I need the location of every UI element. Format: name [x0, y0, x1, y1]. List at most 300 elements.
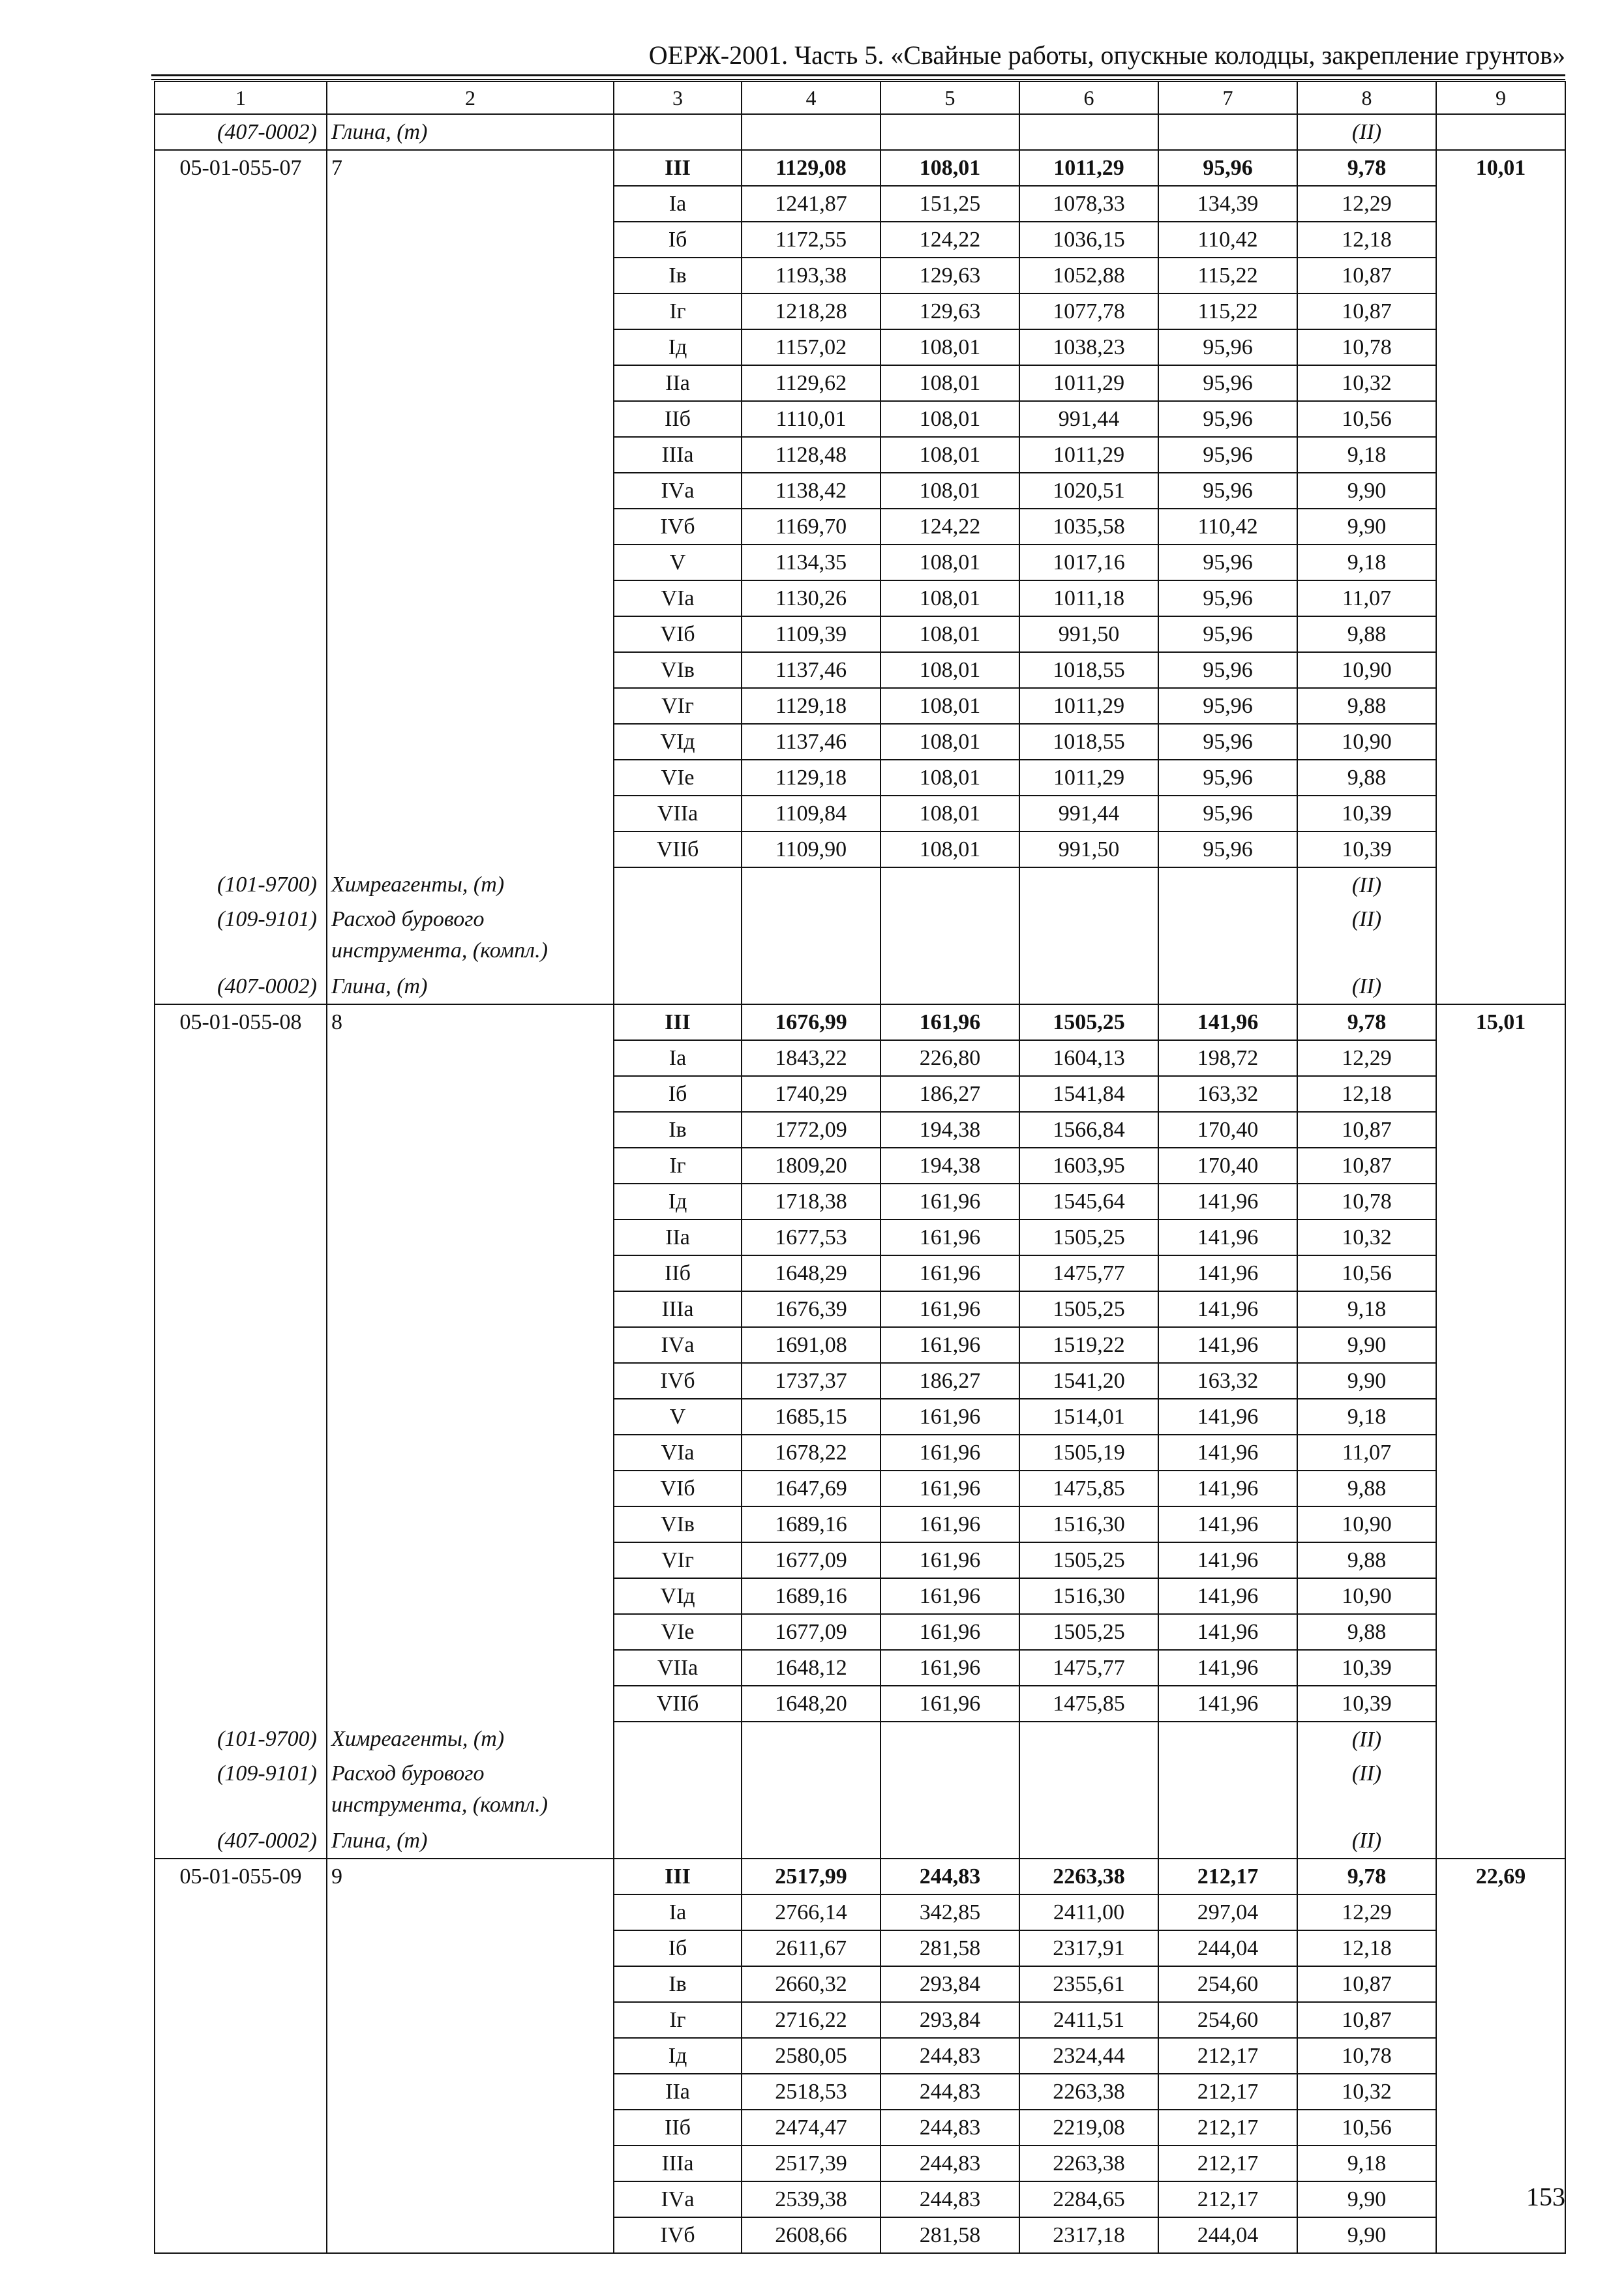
total-cost: 1685,15: [742, 1399, 880, 1435]
operator-wage: 141,96: [1158, 1255, 1297, 1291]
zone: IIIа: [614, 2146, 742, 2181]
total-cost: 1843,22: [742, 1040, 880, 1076]
resource-code: (407-0002): [155, 114, 327, 150]
materials-cost: 10,78: [1297, 2038, 1436, 2074]
labor-cost: 161,96: [880, 1327, 1019, 1363]
zone: Iа: [614, 1040, 742, 1076]
operator-wage: 141,96: [1158, 1219, 1297, 1255]
labor-cost: 161,96: [880, 1435, 1019, 1471]
operator-wage: 95,96: [1158, 365, 1297, 401]
total-cost: 1689,16: [742, 1506, 880, 1542]
labor-cost: 108,01: [880, 150, 1019, 186]
resource-row: [155, 1823, 1565, 1859]
total-cost: 2580,05: [742, 2038, 880, 2074]
materials-cost: 10,90: [1297, 1578, 1436, 1614]
materials-cost: 10,90: [1297, 652, 1436, 688]
total-cost: 1137,46: [742, 724, 880, 760]
total-cost: 1677,53: [742, 1219, 880, 1255]
total-cost: 2611,67: [742, 1930, 880, 1966]
table-row: [155, 1291, 1565, 1327]
machine-cost: 991,44: [1019, 796, 1158, 831]
zone: IIа: [614, 1219, 742, 1255]
labor-cost: 161,96: [880, 1184, 1019, 1219]
materials-cost: 10,32: [1297, 365, 1436, 401]
table-row: [155, 1542, 1565, 1578]
materials-cost: 10,39: [1297, 831, 1436, 867]
resource-row: [155, 1757, 1565, 1823]
operator-wage: 95,96: [1158, 616, 1297, 652]
materials-cost: 10,87: [1297, 1112, 1436, 1148]
table-row: [155, 688, 1565, 724]
machine-cost: 1011,29: [1019, 365, 1158, 401]
table-row: [155, 724, 1565, 760]
machine-cost: 1011,29: [1019, 437, 1158, 473]
machine-cost: 1018,55: [1019, 652, 1158, 688]
item-number: 7: [327, 150, 614, 186]
table-row: [155, 2038, 1565, 2074]
total-cost: 1128,48: [742, 437, 880, 473]
machine-cost: 1603,95: [1019, 1148, 1158, 1184]
total-cost: 1109,84: [742, 796, 880, 831]
machine-cost: 1505,25: [1019, 1542, 1158, 1578]
zone: VIв: [614, 1506, 742, 1542]
table-row: [155, 652, 1565, 688]
column-number-row: [155, 82, 1565, 114]
total-cost: 1193,38: [742, 258, 880, 293]
zone: V: [614, 545, 742, 580]
table-row: [155, 2146, 1565, 2181]
total-cost: 1689,16: [742, 1578, 880, 1614]
total-cost: 1137,46: [742, 652, 880, 688]
machine-cost: 2263,38: [1019, 2146, 1158, 2181]
column-number: 5: [880, 82, 1019, 114]
materials-cost: 10,39: [1297, 796, 1436, 831]
operator-wage: 141,96: [1158, 1435, 1297, 1471]
table-row: [155, 1435, 1565, 1471]
table-row: [155, 1471, 1565, 1506]
column-number: 9: [1436, 82, 1565, 114]
total-cost: 1691,08: [742, 1327, 880, 1363]
zone: VIе: [614, 1614, 742, 1650]
materials-cost: 12,18: [1297, 222, 1436, 258]
machine-cost: 1519,22: [1019, 1327, 1158, 1363]
table-row: [155, 545, 1565, 580]
table-row: [155, 1327, 1565, 1363]
machine-cost: 1545,64: [1019, 1184, 1158, 1219]
labor-cost: 108,01: [880, 652, 1019, 688]
machine-cost: 2317,18: [1019, 2217, 1158, 2253]
labor-cost: 161,96: [880, 1471, 1019, 1506]
column-number: 3: [614, 82, 742, 114]
materials-cost: 10,39: [1297, 1650, 1436, 1686]
resource-code: (109-9101): [155, 903, 327, 969]
materials-cost: 9,90: [1297, 2181, 1436, 2217]
operator-wage: 198,72: [1158, 1040, 1297, 1076]
operator-wage: 212,17: [1158, 2038, 1297, 2074]
labor-cost: 293,84: [880, 1966, 1019, 2002]
table-row: [155, 222, 1565, 258]
materials-cost: 9,78: [1297, 150, 1436, 186]
materials-cost: 9,88: [1297, 1542, 1436, 1578]
total-cost: 2517,99: [742, 1859, 880, 1894]
total-cost: 2660,32: [742, 1966, 880, 2002]
zone: Iг: [614, 293, 742, 329]
operator-wage: 95,96: [1158, 545, 1297, 580]
materials-cost: 10,32: [1297, 2074, 1436, 2110]
total-cost: 1740,29: [742, 1076, 880, 1112]
materials-cost: 9,90: [1297, 473, 1436, 509]
zone: Iа: [614, 186, 742, 222]
machine-cost: 1011,29: [1019, 760, 1158, 796]
materials-cost: 10,56: [1297, 1255, 1436, 1291]
operator-wage: 244,04: [1158, 2217, 1297, 2253]
resource-name: Глина, (т): [327, 114, 614, 150]
page-header: ОЕРЖ-2001. Часть 5. «Свайные работы, опускные колодцы, закрепление грунтов»: [648, 40, 1565, 70]
labor-cost: 186,27: [880, 1363, 1019, 1399]
labor-cost: 151,25: [880, 186, 1019, 222]
column-number: 7: [1158, 82, 1297, 114]
labor-cost: 281,58: [880, 1930, 1019, 1966]
resource-name-cont: инструмента, (компл.): [331, 1793, 548, 1817]
materials-cost: 9,18: [1297, 545, 1436, 580]
operator-wage: 212,17: [1158, 2074, 1297, 2110]
table-row: [155, 473, 1565, 509]
labor-cost: 108,01: [880, 365, 1019, 401]
machine-cost: 2411,51: [1019, 2002, 1158, 2038]
materials-cost: 10,78: [1297, 329, 1436, 365]
zone: Iд: [614, 2038, 742, 2074]
table-row: [155, 1112, 1565, 1148]
resource-name: Глина, (т): [331, 974, 428, 998]
total-cost: 1218,28: [742, 293, 880, 329]
total-cost: 1737,37: [742, 1363, 880, 1399]
total-cost: 1676,99: [742, 1004, 880, 1040]
total-cost: 1677,09: [742, 1614, 880, 1650]
operator-wage: 141,96: [1158, 1542, 1297, 1578]
labor-cost: 161,96: [880, 1542, 1019, 1578]
resource-name: Глина, (т): [331, 1829, 428, 1853]
zone: VIд: [614, 724, 742, 760]
zone: IIб: [614, 2110, 742, 2146]
operator-wage: 141,96: [1158, 1184, 1297, 1219]
labor-cost: 194,38: [880, 1112, 1019, 1148]
resource-code: (109-9101): [155, 1757, 327, 1823]
resource-class: (II): [1297, 867, 1436, 903]
labor-cost: 161,96: [880, 1219, 1019, 1255]
column-number: 6: [1019, 82, 1158, 114]
labor-cost: 186,27: [880, 1076, 1019, 1112]
labor-cost: 342,85: [880, 1894, 1019, 1930]
resource-name-cell: [327, 969, 614, 1004]
machine-cost: 1011,29: [1019, 150, 1158, 186]
table-row: [155, 365, 1565, 401]
labor-cost: 226,80: [880, 1040, 1019, 1076]
labor-cost: 108,01: [880, 473, 1019, 509]
machine-cost: 1604,13: [1019, 1040, 1158, 1076]
zone: VIе: [614, 760, 742, 796]
total-cost: 1677,09: [742, 1542, 880, 1578]
operator-wage: 95,96: [1158, 724, 1297, 760]
labor-cost: 108,01: [880, 437, 1019, 473]
zone: IIа: [614, 2074, 742, 2110]
resource-row: [155, 114, 1565, 150]
total-cost: 1134,35: [742, 545, 880, 580]
zone: Iв: [614, 258, 742, 293]
labor-cost: 194,38: [880, 1148, 1019, 1184]
labor-cost: 108,01: [880, 796, 1019, 831]
zone: VIIа: [614, 796, 742, 831]
total-cost: 1109,90: [742, 831, 880, 867]
operator-wage: 95,96: [1158, 652, 1297, 688]
zone: III: [614, 150, 742, 186]
materials-cost: 12,29: [1297, 1040, 1436, 1076]
table-row: [155, 1614, 1565, 1650]
total-cost: 1109,39: [742, 616, 880, 652]
machine-cost: 2263,38: [1019, 1859, 1158, 1894]
labor-cost: 244,83: [880, 2110, 1019, 2146]
labor-cost: 108,01: [880, 545, 1019, 580]
materials-cost: 12,18: [1297, 1076, 1436, 1112]
price-table-body: [155, 82, 1565, 2253]
zone: VIа: [614, 580, 742, 616]
table-row: [155, 401, 1565, 437]
machine-cost: 1541,84: [1019, 1076, 1158, 1112]
labor-hours: 22,69: [1436, 1859, 1565, 1894]
resource-class: (II): [1297, 903, 1436, 969]
zone: VIв: [614, 652, 742, 688]
total-cost: 1647,69: [742, 1471, 880, 1506]
zone: VIIб: [614, 831, 742, 867]
resource-code: (101-9700): [155, 1722, 327, 1757]
machine-cost: 1077,78: [1019, 293, 1158, 329]
zone: V: [614, 1399, 742, 1435]
total-cost: 1110,01: [742, 401, 880, 437]
labor-cost: 161,96: [880, 1686, 1019, 1722]
table-row: [155, 1966, 1565, 2002]
zone: IVб: [614, 2217, 742, 2253]
labor-cost: 161,96: [880, 1399, 1019, 1435]
total-cost: 1648,29: [742, 1255, 880, 1291]
zone: VIг: [614, 688, 742, 724]
table-row: [155, 293, 1565, 329]
item-code: 05-01-055-07: [155, 150, 327, 186]
resource-code: (407-0002): [155, 1823, 327, 1859]
zone: VIб: [614, 616, 742, 652]
labor-cost: 129,63: [880, 258, 1019, 293]
operator-wage: 115,22: [1158, 258, 1297, 293]
machine-cost: 1078,33: [1019, 186, 1158, 222]
labor-cost: 161,96: [880, 1255, 1019, 1291]
operator-wage: 141,96: [1158, 1327, 1297, 1363]
table-row: [155, 1930, 1565, 1966]
materials-cost: 12,18: [1297, 1930, 1436, 1966]
operator-wage: 141,96: [1158, 1291, 1297, 1327]
column-number: 1: [155, 82, 327, 114]
labor-cost: 281,58: [880, 2217, 1019, 2253]
machine-cost: 1035,58: [1019, 509, 1158, 545]
table-row: [155, 329, 1565, 365]
resource-class: (II): [1297, 969, 1436, 1004]
table-row: [155, 1506, 1565, 1542]
materials-cost: 9,88: [1297, 760, 1436, 796]
materials-cost: 11,07: [1297, 1435, 1436, 1471]
machine-cost: 2284,65: [1019, 2181, 1158, 2217]
zone: Iб: [614, 1930, 742, 1966]
operator-wage: 170,40: [1158, 1112, 1297, 1148]
table-row: [155, 509, 1565, 545]
zone: IVа: [614, 1327, 742, 1363]
table-row: [155, 580, 1565, 616]
total-cost: 2517,39: [742, 2146, 880, 2181]
machine-cost: 1036,15: [1019, 222, 1158, 258]
total-cost: 2518,53: [742, 2074, 880, 2110]
labor-cost: 124,22: [880, 509, 1019, 545]
operator-wage: 95,96: [1158, 437, 1297, 473]
resource-name-cell: [327, 903, 614, 969]
labor-cost: 161,96: [880, 1650, 1019, 1686]
materials-cost: 10,87: [1297, 293, 1436, 329]
labor-cost: 129,63: [880, 293, 1019, 329]
machine-cost: 991,50: [1019, 831, 1158, 867]
total-cost: 1172,55: [742, 222, 880, 258]
zone: IVб: [614, 509, 742, 545]
materials-cost: 9,18: [1297, 2146, 1436, 2181]
zone: VIб: [614, 1471, 742, 1506]
resource-name-cell: [327, 1722, 614, 1757]
table-row: [155, 1894, 1565, 1930]
resource-name: Химреагенты, (т): [331, 873, 505, 897]
resource-class: (II): [1297, 1823, 1436, 1859]
total-cost: 1130,26: [742, 580, 880, 616]
machine-cost: 2263,38: [1019, 2074, 1158, 2110]
materials-cost: 9,18: [1297, 1399, 1436, 1435]
zone: IIа: [614, 365, 742, 401]
machine-cost: 1505,25: [1019, 1614, 1158, 1650]
resource-name-cont: инструмента, (компл.): [331, 938, 548, 963]
operator-wage: 297,04: [1158, 1894, 1297, 1930]
materials-cost: 10,87: [1297, 258, 1436, 293]
price-table: [154, 81, 1566, 2254]
operator-wage: 141,96: [1158, 1471, 1297, 1506]
materials-cost: 11,07: [1297, 580, 1436, 616]
machine-cost: 1475,77: [1019, 1650, 1158, 1686]
zone: IIб: [614, 401, 742, 437]
operator-wage: 254,60: [1158, 2002, 1297, 2038]
labor-cost: 108,01: [880, 580, 1019, 616]
machine-cost: 2324,44: [1019, 2038, 1158, 2074]
total-cost: 1772,09: [742, 1112, 880, 1148]
total-cost: 2608,66: [742, 2217, 880, 2253]
labor-cost: 161,96: [880, 1004, 1019, 1040]
materials-cost: 10,56: [1297, 2110, 1436, 2146]
operator-wage: 212,17: [1158, 2181, 1297, 2217]
machine-cost: 1011,18: [1019, 580, 1158, 616]
operator-wage: 95,96: [1158, 580, 1297, 616]
item-number: 8: [327, 1004, 614, 1040]
materials-cost: 9,90: [1297, 2217, 1436, 2253]
machine-cost: 1516,30: [1019, 1506, 1158, 1542]
machine-cost: 1505,25: [1019, 1291, 1158, 1327]
machine-cost: 1475,77: [1019, 1255, 1158, 1291]
operator-wage: 212,17: [1158, 2110, 1297, 2146]
labor-cost: 108,01: [880, 329, 1019, 365]
table-row: [155, 2110, 1565, 2146]
labor-cost: 108,01: [880, 401, 1019, 437]
resource-row: [155, 969, 1565, 1004]
materials-cost: 10,87: [1297, 1966, 1436, 2002]
labor-hours: 15,01: [1436, 1004, 1565, 1040]
total-cost: 1169,70: [742, 509, 880, 545]
labor-cost: 244,83: [880, 2038, 1019, 2074]
materials-cost: 9,18: [1297, 437, 1436, 473]
zone: IIIа: [614, 437, 742, 473]
machine-cost: 1475,85: [1019, 1686, 1158, 1722]
zone: VIа: [614, 1435, 742, 1471]
total-cost: 1718,38: [742, 1184, 880, 1219]
table-row: [155, 258, 1565, 293]
operator-wage: 95,96: [1158, 760, 1297, 796]
total-cost: 1129,62: [742, 365, 880, 401]
materials-cost: 9,78: [1297, 1859, 1436, 1894]
materials-cost: 9,78: [1297, 1004, 1436, 1040]
total-cost: 2474,47: [742, 2110, 880, 2146]
machine-cost: 2355,61: [1019, 1966, 1158, 2002]
operator-wage: 212,17: [1158, 2146, 1297, 2181]
operator-wage: 244,04: [1158, 1930, 1297, 1966]
total-cost: 1648,12: [742, 1650, 880, 1686]
zone: Iб: [614, 222, 742, 258]
labor-cost: 124,22: [880, 222, 1019, 258]
table-row: [155, 1040, 1565, 1076]
zone: IVб: [614, 1363, 742, 1399]
total-cost: 1678,22: [742, 1435, 880, 1471]
zone: Iг: [614, 2002, 742, 2038]
resource-name-cell: [327, 1823, 614, 1859]
total-cost: 1129,18: [742, 688, 880, 724]
table-row: [155, 1219, 1565, 1255]
zone: VIIа: [614, 1650, 742, 1686]
operator-wage: 95,96: [1158, 473, 1297, 509]
column-number: 8: [1297, 82, 1436, 114]
total-cost: 1809,20: [742, 1148, 880, 1184]
table-row: [155, 1184, 1565, 1219]
machine-cost: 1017,16: [1019, 545, 1158, 580]
materials-cost: 9,88: [1297, 688, 1436, 724]
resource-name-cell: [327, 1757, 614, 1823]
machine-cost: 1018,55: [1019, 724, 1158, 760]
table-row: [155, 2002, 1565, 2038]
machine-cost: 1505,25: [1019, 1004, 1158, 1040]
labor-cost: 161,96: [880, 1291, 1019, 1327]
operator-wage: 163,32: [1158, 1363, 1297, 1399]
total-cost: 1157,02: [742, 329, 880, 365]
machine-cost: 1541,20: [1019, 1363, 1158, 1399]
operator-wage: 95,96: [1158, 150, 1297, 186]
item-code: 05-01-055-09: [155, 1859, 327, 1894]
materials-cost: 9,90: [1297, 1363, 1436, 1399]
table-row: [155, 760, 1565, 796]
table-row: [155, 831, 1565, 867]
zone: IIб: [614, 1255, 742, 1291]
total-cost: 1129,18: [742, 760, 880, 796]
labor-cost: 108,01: [880, 724, 1019, 760]
labor-cost: 108,01: [880, 831, 1019, 867]
machine-cost: 2219,08: [1019, 2110, 1158, 2146]
table-row: [155, 616, 1565, 652]
zone: Iб: [614, 1076, 742, 1112]
materials-cost: 9,18: [1297, 1291, 1436, 1327]
table-row: [155, 1148, 1565, 1184]
